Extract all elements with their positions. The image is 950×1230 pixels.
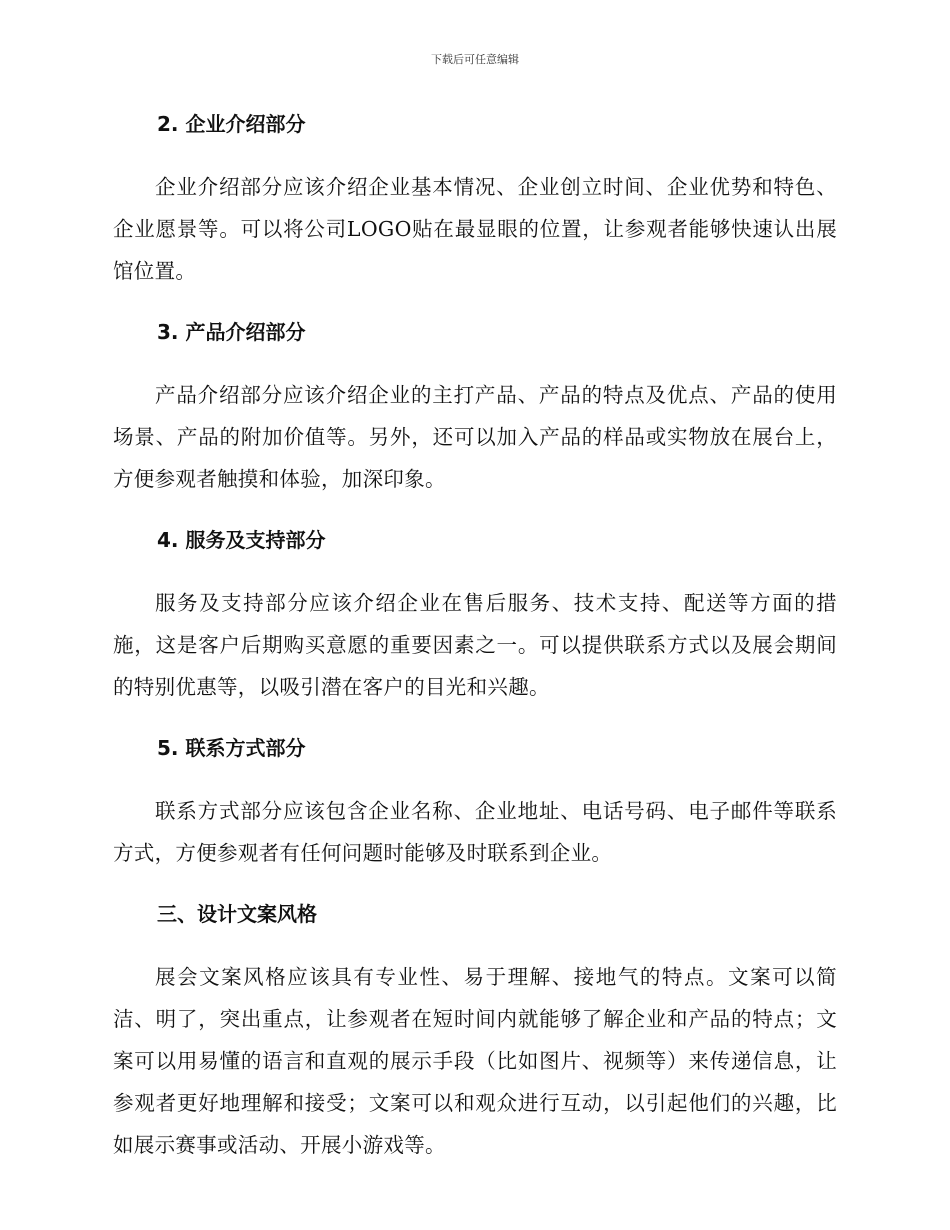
section-heading-enterprise-intro: 2. 企业介绍部分: [157, 112, 306, 136]
page-header: 下载后可任意编辑: [431, 53, 519, 66]
section-paragraph-service-support: 服务及支持部分应该介绍企业在售后服务、技术支持、配送等方面的措施，这是客户后期购买意愿的重要因素之一。可以提供联系方式以及展会期间的特别优惠等，以吸引潜在客户的目光和兴趣。: [113, 591, 837, 699]
section-heading-contact: 5. 联系方式部分: [157, 736, 306, 760]
section-heading-service-support: 4. 服务及支持部分: [157, 528, 326, 552]
section-paragraph-product-intro: 产品介绍部分应该介绍企业的主打产品、产品的特点及优点、产品的使用场景、产品的附加价值等。另外，还可以加入产品的样品或实物放在展台上，方便参观者触摸和体验，加深印象。: [113, 383, 837, 491]
section-paragraph-contact: 联系方式部分应该包含企业名称、企业地址、电话号码、电子邮件等联系方式，方便参观者有任何问题时能够及时联系到企业。: [113, 799, 837, 865]
document-body: [113, 110, 837, 1166]
section-paragraph-enterprise-intro: 企业介绍部分应该介绍企业基本情况、企业创立时间、企业优势和特色、企业愿景等。可以将公司LOGO贴在最显眼的位置，让参观者能够快速认出展馆位置。: [113, 175, 837, 283]
section-heading-copy-style: 三、设计文案风格: [157, 902, 317, 926]
section-paragraph-copy-style: 展会文案风格应该具有专业性、易于理解、接地气的特点。文案可以简洁、明了，突出重点，让参观者在短时间内就能够了解企业和产品的特点；文案可以用易懂的语言和直观的展示手段（比如图片、视频等）来传递信息，让参观者更好地理解和接受；文案可以和观众进行互动，以引起他们的兴趣，比如展示赛事或活动、开展小游戏等。: [113, 965, 837, 1157]
section-heading-product-intro: 3. 产品介绍部分: [157, 320, 306, 344]
